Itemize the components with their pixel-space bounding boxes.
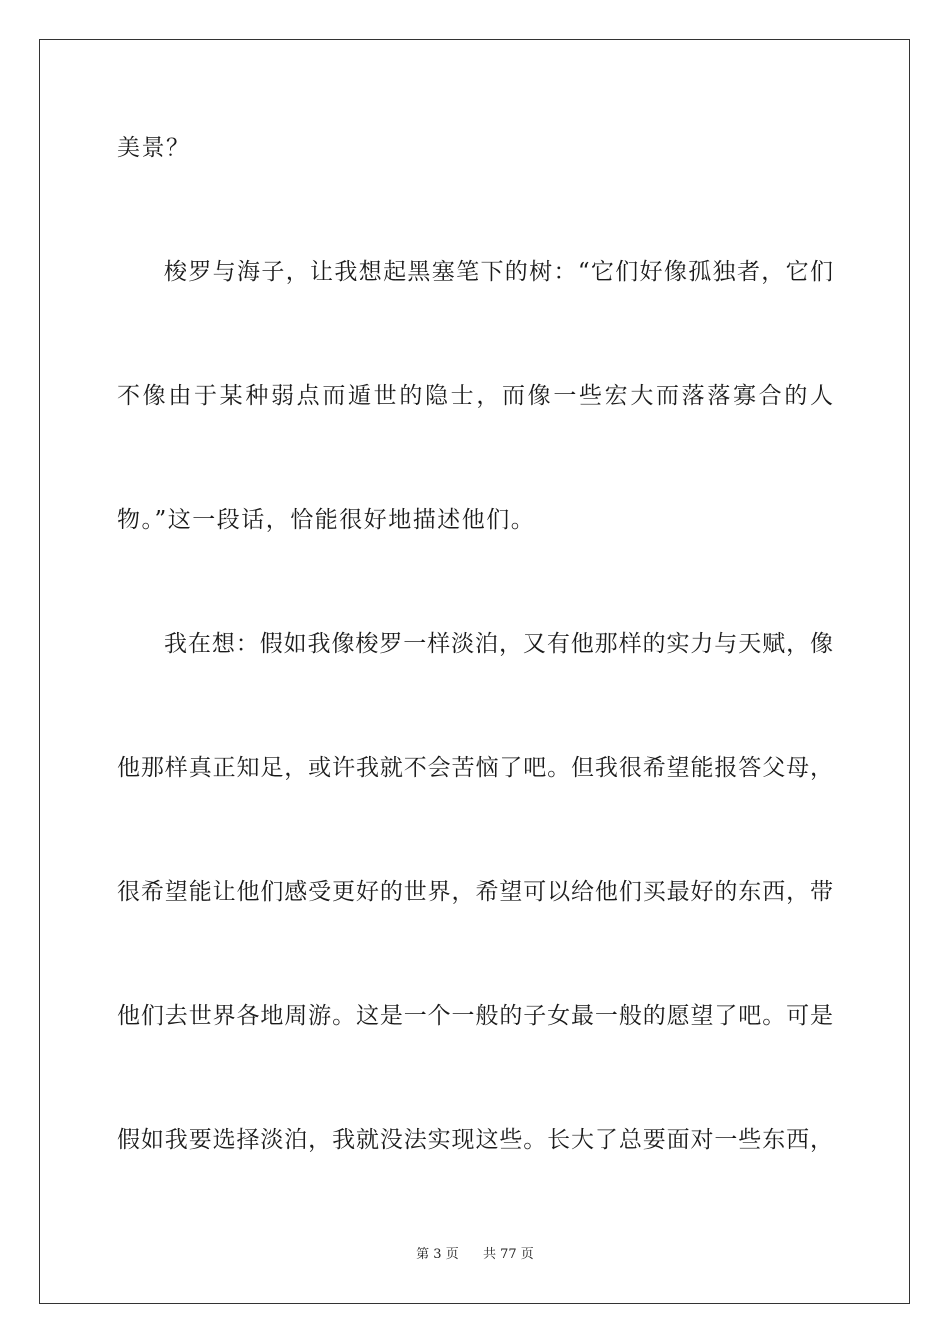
text-line-2: 梭罗与海子，让我想起黑塞笔下的树：“它们好像孤独者，它们 xyxy=(164,259,833,285)
page-number: 第 3 页 xyxy=(416,1247,459,1262)
page-border xyxy=(39,39,910,1304)
text-line-9: 假如我要选择淡泊，我就没法实现这些。长大了总要面对一些东西， xyxy=(117,1127,833,1153)
text-line-4: 物。”这一段话，恰能很好地描述他们。 xyxy=(117,507,536,533)
text-line-3: 不像由于某种弱点而遁世的隐士，而像一些宏大而落落寡合的人 xyxy=(117,383,833,409)
text-line-6: 他那样真正知足，或许我就不会苦恼了吧。但我很希望能报答父母， xyxy=(117,755,833,781)
text-line-7: 很希望能让他们感受更好的世界，希望可以给他们买最好的东西，带 xyxy=(117,879,833,905)
text-line-1: 美景？ xyxy=(117,135,191,161)
text-line-5: 我在想：假如我像梭罗一样淡泊，又有他那样的实力与天赋，像 xyxy=(164,631,833,657)
page-footer xyxy=(0,1247,950,1263)
text-line-8: 他们去世界各地周游。这是一个一般的子女最一般的愿望了吧。可是 xyxy=(117,1003,833,1029)
page-total: 共 77 页 xyxy=(483,1247,534,1262)
